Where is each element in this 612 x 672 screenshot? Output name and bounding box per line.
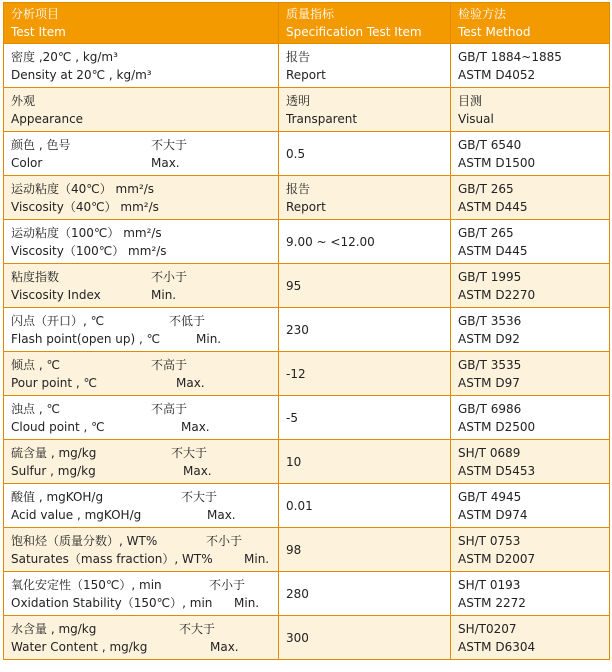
test-method-cell [451,616,610,660]
test-item-en: Density at 20℃ , kg/m³ [11,67,152,82]
test-item-line-zh [11,180,278,198]
test-method-cell [451,440,610,484]
test-method-cell [451,88,610,132]
specification-zh: 报告 [286,181,311,196]
test-item-zh: 闪点（开口）, ℃ [11,313,105,328]
test-item-line-zh [11,532,278,550]
specification-value: 0.01 [286,498,313,513]
table-body [4,44,610,660]
test-item-zh: 颜色 , 色号 [11,137,71,152]
specification-value: Report [286,199,326,214]
table-row [4,220,610,264]
test-method-cell [451,396,610,440]
specification-value: 280 [286,586,309,601]
test-item-cell [4,264,279,308]
test-method-secondary: ASTM D445 [458,243,528,258]
limit-en: Max. [207,507,236,522]
header-item-zh: 分析项目 [11,7,60,21]
table-row [4,572,610,616]
specification-value: -5 [286,410,298,425]
test-method-primary: GB/T 6540 [458,137,522,152]
specification-value: 98 [286,542,302,557]
limit-zh: 不大于 [181,489,218,504]
test-method-secondary: Visual [458,111,494,126]
limit-en: Max. [181,419,210,434]
test-method-cell [451,220,610,264]
test-method-cell [451,484,610,528]
test-method-primary: 目测 [458,93,483,108]
test-item-cell [4,132,279,176]
test-item-line-en [11,242,278,260]
test-item-zh: 倾点 , ℃ [11,357,60,372]
test-item-en: Sulfur , mg/kg [11,463,96,478]
test-method-secondary: ASTM D92 [458,331,520,346]
test-item-line-en [11,66,278,84]
limit-zh: 不小于 [206,533,243,548]
test-method-primary: GB/T 3536 [458,313,522,328]
test-item-zh: 硫含量 , mg/kg [11,445,97,460]
table-row [4,440,610,484]
test-method-secondary: ASTM D1500 [458,155,536,170]
header-spec-en: Specification Test Item [286,25,422,39]
test-item-en: Cloud point , ℃ [11,419,105,434]
test-method-cell [451,528,610,572]
test-item-zh: 外观 [11,93,36,108]
header-method-en: Test Method [458,25,531,39]
limit-en: Min. [196,331,222,346]
table-row [4,88,610,132]
test-method-primary: GB/T 265 [458,181,514,196]
test-method-cell [451,572,610,616]
limit-en: Max. [183,463,212,478]
limit-zh: 不小于 [209,577,246,592]
specification-table [3,2,610,660]
test-method-cell [451,264,610,308]
specification-zh: 报告 [286,49,311,64]
specification-value: 9.00 ~ <12.00 [286,234,375,249]
test-method-secondary: ASTM D97 [458,375,520,390]
specification-cell [279,440,451,484]
test-item-zh: 浊点 , ℃ [11,401,60,416]
test-method-primary: GB/T 6986 [458,401,522,416]
test-method-secondary: ASTM D5453 [458,463,536,478]
test-item-zh: 运动粘度（100℃） mm²/s [11,225,162,240]
test-item-line-zh [11,400,278,418]
test-method-secondary: ASTM D445 [458,199,528,214]
specification-value: Transparent [286,111,358,126]
test-item-zh: 粘度指数 [11,269,60,284]
table-row [4,44,610,88]
test-item-cell [4,352,279,396]
table-row [4,264,610,308]
limit-zh: 不低于 [169,313,206,328]
table-row [4,616,610,660]
specification-cell [279,396,451,440]
test-item-line-en [11,330,278,348]
test-item-line-en [11,594,278,612]
test-item-line-en [11,462,278,480]
test-item-line-zh [11,136,278,154]
specification-value: -12 [286,366,306,381]
limit-zh: 不小于 [151,269,188,284]
header-test-item [4,3,279,44]
test-item-line-zh [11,356,278,374]
test-method-cell [451,176,610,220]
limit-zh: 不高于 [151,357,188,372]
limit-zh: 不高于 [151,401,188,416]
test-item-cell [4,44,279,88]
header-item-en: Test Item [11,25,66,39]
specification-cell [279,484,451,528]
test-method-primary: GB/T 4945 [458,489,522,504]
test-method-secondary: ASTM 2272 [458,595,526,610]
test-item-line-en [11,506,278,524]
specification-value: 95 [286,278,302,293]
header-method-zh: 检验方法 [458,7,507,21]
test-method-secondary: ASTM D2270 [458,287,536,302]
test-item-en: Viscosity（100℃） mm²/s [11,243,167,258]
test-method-secondary: ASTM D6304 [458,639,536,654]
test-item-en: Viscosity（40℃） mm²/s [11,199,159,214]
test-method-primary: GB/T 1884~1885 [458,49,562,64]
table-row [4,484,610,528]
test-item-line-en [11,154,278,172]
test-item-line-en [11,198,278,216]
test-method-cell [451,308,610,352]
test-item-zh: 水含量 , mg/kg [11,621,97,636]
specification-value: 0.5 [286,146,306,161]
test-item-line-en [11,374,278,392]
test-item-zh: 运动粘度（40℃） mm²/s [11,181,155,196]
limit-en: Min. [151,287,177,302]
test-method-primary: SH/T0207 [458,621,517,636]
test-item-cell [4,396,279,440]
table-header [4,3,610,44]
test-item-zh: 密度 ,20℃ , kg/m³ [11,49,118,64]
test-item-line-zh [11,620,278,638]
test-method-secondary: ASTM D4052 [458,67,536,82]
test-method-primary: SH/T 0753 [458,533,521,548]
test-item-line-zh [11,444,278,462]
test-item-zh: 酸值 , mgKOH/g [11,489,104,504]
test-method-primary: GB/T 265 [458,225,514,240]
test-item-cell [4,616,279,660]
test-item-cell [4,572,279,616]
specification-value: 300 [286,630,309,645]
test-item-en: Water Content , mg/kg [11,639,148,654]
specification-cell [279,176,451,220]
specification-cell [279,220,451,264]
specification-zh: 透明 [286,93,311,108]
specification-cell [279,572,451,616]
test-method-primary: GB/T 3535 [458,357,522,372]
test-item-line-zh [11,92,278,110]
test-item-line-en [11,110,278,128]
test-item-line-en [11,418,278,436]
test-method-primary: SH/T 0689 [458,445,521,460]
test-item-zh: 饱和烃（质量分数）, WT% [11,533,158,548]
table-row [4,528,610,572]
test-item-cell [4,440,279,484]
table-row [4,308,610,352]
test-item-line-en [11,638,278,656]
test-item-cell [4,220,279,264]
test-method-primary: SH/T 0193 [458,577,521,592]
specification-cell [279,44,451,88]
test-item-line-zh [11,312,278,330]
table-row [4,176,610,220]
limit-zh: 不大于 [179,621,216,636]
specification-cell [279,616,451,660]
test-item-en: Appearance [11,111,84,126]
test-item-cell [4,176,279,220]
header-row [4,3,610,44]
specification-value: Report [286,67,326,82]
table-row [4,396,610,440]
test-item-en: Pour point , ℃ [11,375,98,390]
header-spec-zh: 质量指标 [286,7,335,21]
specification-cell [279,528,451,572]
limit-en: Max. [176,375,205,390]
test-method-primary: GB/T 1995 [458,269,522,284]
test-item-en: Color [11,155,43,170]
specification-value: 10 [286,454,302,469]
test-method-cell [451,44,610,88]
test-item-en: Flash point(open up) , ℃ [11,331,161,346]
limit-en: Min. [234,595,260,610]
test-method-secondary: ASTM D2500 [458,419,536,434]
test-item-line-zh [11,224,278,242]
test-item-line-zh [11,268,278,286]
specification-value: 230 [286,322,309,337]
test-item-cell [4,484,279,528]
test-item-cell [4,308,279,352]
limit-en: Min. [244,551,270,566]
header-specification [279,3,451,44]
test-item-cell [4,88,279,132]
test-item-line-zh [11,488,278,506]
specification-cell [279,132,451,176]
header-test-method [451,3,610,44]
test-item-zh: 氧化安定性（150℃）, min [11,577,162,592]
specification-cell [279,352,451,396]
test-item-line-zh [11,48,278,66]
test-item-line-en [11,550,278,568]
test-item-en: Saturates（mass fraction）, WT% [11,551,213,566]
test-item-line-zh [11,576,278,594]
test-method-cell [451,132,610,176]
table-row [4,132,610,176]
test-item-cell [4,528,279,572]
specification-cell [279,88,451,132]
specification-cell [279,264,451,308]
test-method-secondary: ASTM D974 [458,507,528,522]
test-item-en: Oxidation Stability（150℃）, min [11,595,213,610]
test-item-en: Viscosity Index [11,287,101,302]
limit-zh: 不大于 [151,137,188,152]
specification-cell [279,308,451,352]
test-item-en: Acid value , mgKOH/g [11,507,142,522]
limit-en: Max. [151,155,180,170]
test-method-secondary: ASTM D2007 [458,551,536,566]
test-method-cell [451,352,610,396]
limit-en: Max. [210,639,239,654]
test-item-line-en [11,286,278,304]
table-row [4,352,610,396]
limit-zh: 不大于 [171,445,208,460]
